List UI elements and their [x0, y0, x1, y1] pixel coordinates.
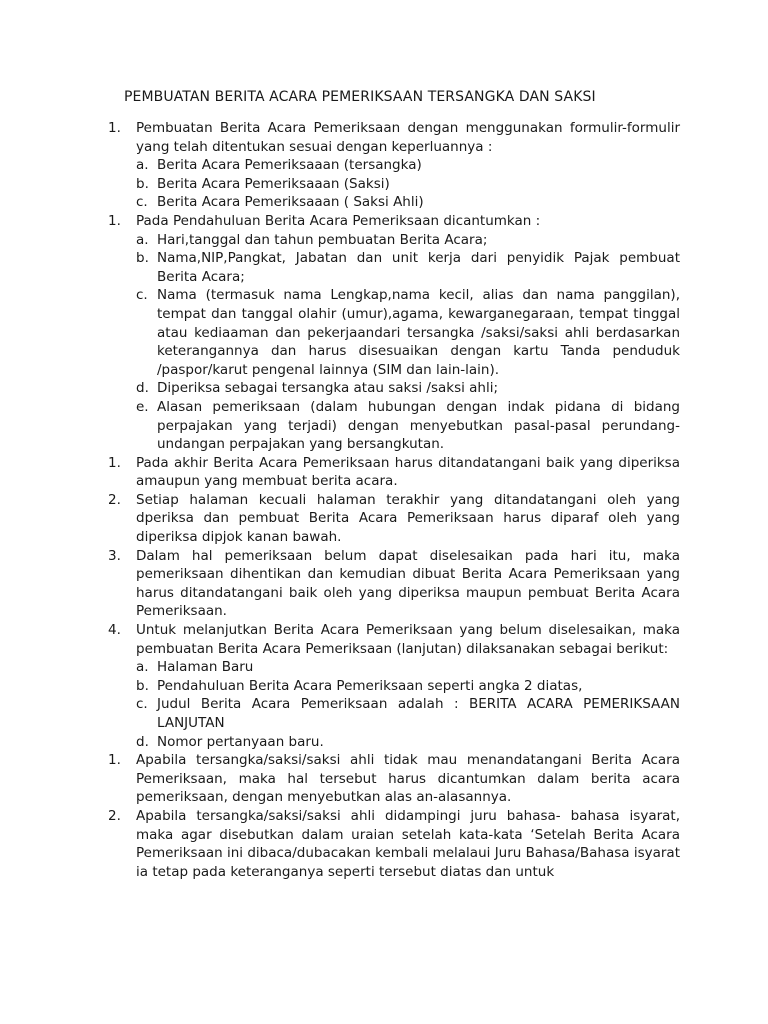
sub-marker: a. — [136, 231, 149, 248]
list-item — [108, 621, 680, 658]
sub-item — [136, 658, 680, 677]
sub-item — [136, 695, 680, 732]
sub-marker: a. — [136, 157, 149, 174]
list-number: 4. — [108, 622, 121, 639]
list-text: Setiap halaman kecuali halaman terakhir yang ditandatangani oleh yang dperiksa dan pembuat Berita Acara Pemeriksaan harus diparaf oleh yang diperiksa dipjok kanan bawah. — [136, 491, 680, 546]
sub-marker: b. — [136, 175, 149, 192]
sub-text: Nomor pertanyaan baru. — [157, 733, 324, 750]
list-number: 2. — [108, 491, 121, 508]
sub-marker: e. — [136, 398, 149, 415]
sub-item — [136, 286, 680, 379]
sub-text: Diperiksa sebagai tersangka atau saksi /saksi ahli; — [157, 380, 499, 397]
list-number: 1. — [108, 120, 121, 136]
sub-item — [136, 231, 680, 250]
sub-marker: a. — [136, 659, 149, 676]
list-number: 2. — [108, 807, 121, 824]
sub-text: Nama,NIP,Pangkat, Jabatan dan unit kerja dari penyidik Pajak pembuat Berita Acara; — [157, 250, 680, 285]
sub-item — [136, 156, 680, 175]
list-number: 1. — [108, 212, 121, 229]
sub-marker: c. — [136, 287, 148, 304]
list-item — [108, 212, 680, 231]
sub-text: Pendahuluan Berita Acara Pemeriksaan seperti angka 2 diatas, — [157, 677, 583, 694]
list-item — [108, 491, 680, 547]
list-text: Pada Pendahuluan Berita Acara Pemeriksaan dicantumkan : — [136, 212, 541, 229]
sub-text: Berita Acara Pemeriksaaan (tersangka) — [157, 157, 422, 174]
sub-text: Berita Acara Pemeriksaaan ( Saksi Ahli) — [157, 194, 424, 211]
sub-text: Judul Berita Acara Pemeriksaan adalah : BERITA ACARA PEMERIKSAAN LANJUTAN — [157, 696, 680, 731]
list-number: 3. — [108, 547, 121, 564]
list-text: Untuk melanjutkan Berita Acara Pemeriksaan yang belum diselesaikan, maka pembuatan Berita Acara Pemeriksaan (lanjutan) dilaksanakan sebagai berikut: — [136, 622, 680, 657]
list-item — [108, 454, 680, 491]
sub-item — [136, 175, 680, 194]
list-item — [108, 751, 680, 807]
sub-item — [136, 677, 680, 696]
sub-item — [136, 193, 680, 212]
sub-marker: b. — [136, 250, 149, 267]
sub-marker: d. — [136, 733, 149, 750]
document-title: PEMBUATAN BERITA ACARA PEMERIKSAAN TERSANGKA DAN SAKSI — [124, 89, 596, 105]
list-text: Pembuatan Berita Acara Pemeriksaan dengan menggunakan formulir-formulir yang telah ditentukan sesuai dengan keperluannya : — [136, 120, 680, 155]
list-text: Pada akhir Berita Acara Pemeriksaan harus ditandatangani baik yang diperiksa amaupun yang membuat berita acara. — [136, 454, 680, 490]
sub-item — [136, 379, 680, 398]
document-body — [108, 119, 680, 881]
list-number: 1. — [108, 752, 121, 769]
list-text: Dalam hal pemeriksaan belum dapat diselesaikan pada hari itu, maka pemeriksaan dihentikan dan kemudian dibuat Berita Acara Pemeriksaan yang harus ditandatangani baik oleh yang diperiksa maupun pembuat Berita Acara Pemeriksaan. — [136, 547, 680, 620]
list-text: Apabila tersangka/saksi/saksi ahli tidak mau menandatangani Berita Acara Pemeriksaan, maka hal tersebut harus dicantumkan dalam berita acara pemeriksaan, dengan menyebutkan alas an-alasannya. — [136, 752, 680, 806]
list-number: 1. — [108, 454, 121, 471]
list-text: Apabila tersangka/saksi/saksi ahli didampingi juru bahasa- bahasa isyarat, maka agar disebutkan dalam uraian setelah kata-kata ‘Setelah Berita Acara Pemeriksaan ini dibaca/dubacakan kembali melalaui Juru Bahasa/Bahasa isyarat ia tetap pada keteranganya seperti tersebut diatas dan untuk — [136, 807, 680, 880]
sub-text: Berita Acara Pemeriksaaan (Saksi) — [157, 175, 390, 192]
sub-item — [136, 249, 680, 286]
sub-marker: d. — [136, 380, 149, 397]
list-item — [108, 119, 680, 156]
sub-text: Halaman Baru — [157, 659, 254, 676]
sub-item — [136, 398, 680, 454]
list-item — [108, 807, 680, 881]
sub-item — [136, 733, 680, 752]
list-item — [108, 547, 680, 621]
sub-marker: b. — [136, 677, 149, 694]
sub-text: Hari,tanggal dan tahun pembuatan Berita Acara; — [157, 231, 488, 248]
sub-marker: c. — [136, 194, 148, 211]
sub-text: Alasan pemeriksaan (dalam hubungan dengan indak pidana di bidang perpajakan yang terjadi) dengan menyebutkan pasal-pasal perundang-undangan perpajakan yang bersangkutan. — [157, 398, 680, 453]
sub-marker: c. — [136, 696, 148, 713]
sub-text: Nama (termasuk nama Lengkap,nama kecil, alias dan nama panggilan), tempat dan tanggal olahir (umur),agama, kewarganegaraan, tempat tinggal atau kediaaman dan pekerjaandari tersangka /saksi/saksi ahli berdasarkan keterangannya dan harus disesuaikan dengan kartu Tanda penduduk /paspor/karut pengenal lainnya (SIM dan lain-lain). — [157, 287, 680, 378]
